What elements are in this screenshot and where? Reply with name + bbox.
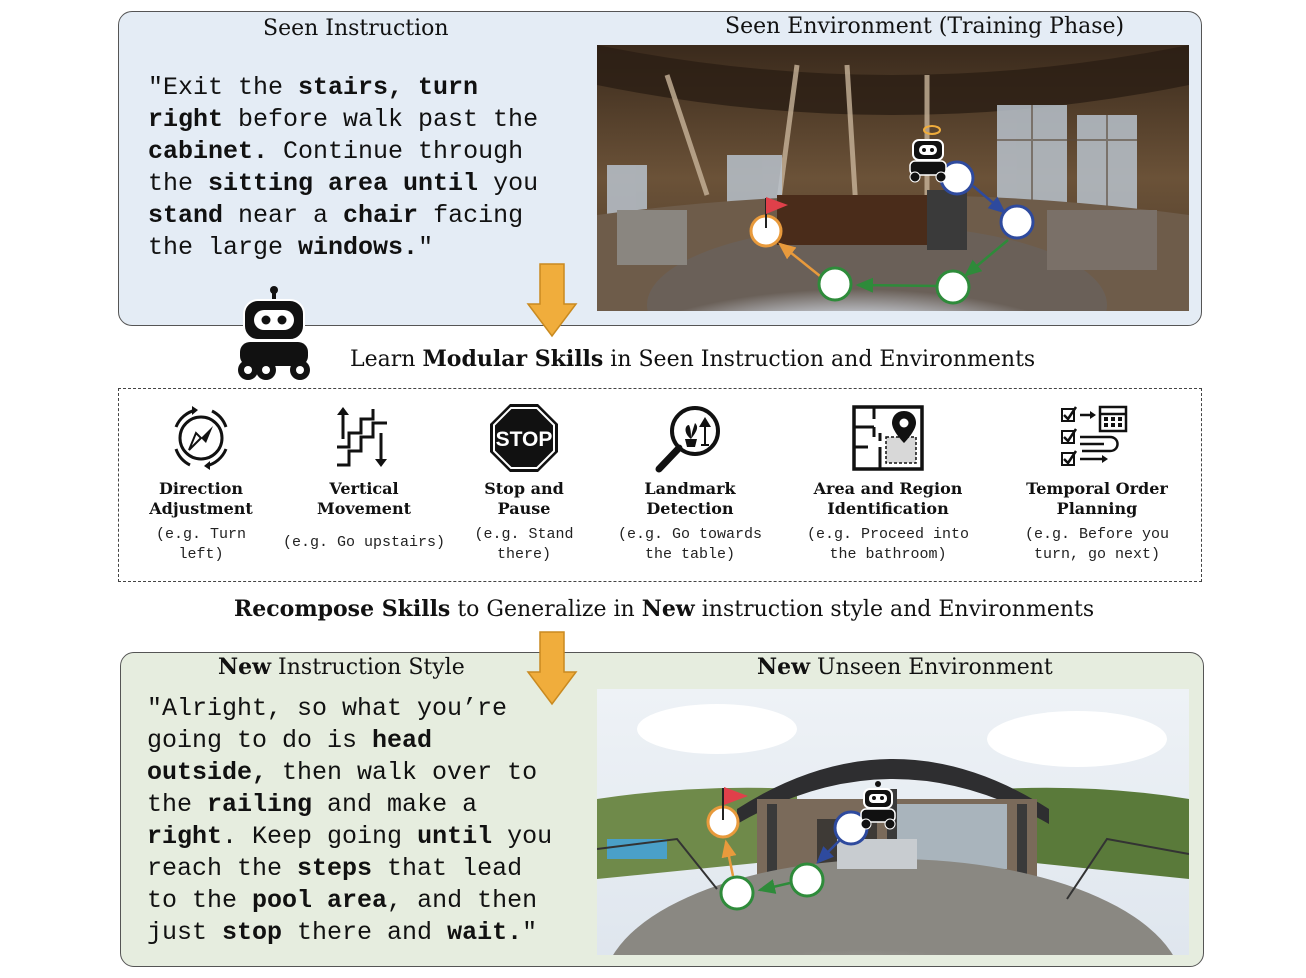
instruction-line: [148, 200, 538, 232]
seen-environment-image: [597, 45, 1189, 311]
instruction-line: [148, 232, 538, 264]
instruction-segment: "Exit the: [148, 73, 299, 102]
floorplan-pin-icon: [850, 403, 926, 473]
instruction-line: [148, 168, 538, 200]
instruction-segment: then walk over to: [267, 758, 538, 787]
instruction-segment: going to do is: [147, 726, 373, 755]
recompose-caption-bold-2: New: [641, 596, 695, 622]
new-environment-title: [757, 654, 1053, 680]
instruction-keyword: outside,: [147, 758, 268, 787]
skill-name: Temporal Order Planning: [1026, 479, 1168, 518]
checklist-calendar-icon: [1058, 403, 1130, 473]
instruction-line: [148, 104, 538, 136]
learn-caption-post: in Seen Instruction and Environments: [603, 347, 1036, 372]
instruction-segment: that lead: [372, 854, 523, 883]
instruction-keyword: stand: [148, 201, 224, 230]
instruction-keyword: until: [417, 822, 493, 851]
instruction-segment: reach the: [147, 854, 298, 883]
instruction-keyword: right: [148, 105, 224, 134]
learn-caption-bold: Modular Skills: [422, 346, 604, 372]
instruction-segment: near a: [223, 201, 344, 230]
skill-example: (e.g. Before you turn, go next): [1024, 526, 1170, 563]
instruction-keyword: cabinet.: [148, 137, 269, 166]
skill-example: (e.g. Proceed into the bathroom): [806, 526, 970, 563]
skill-name: Direction Adjustment: [149, 479, 253, 518]
instruction-line: [147, 789, 552, 821]
skill-example: (e.g. Turn left): [155, 526, 246, 563]
instruction-line: [148, 72, 538, 104]
instruction-keyword: stop: [222, 918, 283, 947]
instruction-line: [147, 693, 552, 725]
instruction-keyword: pool area: [252, 886, 388, 915]
instruction-keyword: windows.: [298, 233, 419, 262]
instruction-line: [147, 853, 552, 885]
seen-instruction-text: [148, 72, 538, 264]
down-arrow-1: [526, 262, 578, 338]
skills-box: [118, 388, 1202, 582]
instruction-line: [147, 821, 552, 853]
stop-sign-text: STOP: [495, 428, 553, 451]
instruction-keyword: steps: [297, 854, 373, 883]
instruction-keyword: sitting area until: [208, 169, 479, 198]
recompose-caption-bold-1: Recompose Skills: [234, 596, 451, 622]
instruction-line: [147, 757, 552, 789]
instruction-keyword: head: [372, 726, 433, 755]
instruction-segment: before walk past the: [223, 105, 539, 134]
new-environment-image: [597, 689, 1189, 955]
skill-example: (e.g. Stand there): [474, 526, 574, 563]
instruction-line: [147, 885, 552, 917]
learn-caption-pre: Learn: [350, 347, 423, 372]
new-instruction-title: [218, 654, 465, 680]
instruction-keyword: chair: [343, 201, 419, 230]
skill-name: Vertical Movement: [317, 479, 411, 518]
instruction-segment: you: [492, 822, 553, 851]
instruction-segment: the: [148, 169, 209, 198]
new-environment-title-rest: Unseen Environment: [810, 655, 1053, 680]
magnifier-plant-icon: [653, 403, 729, 473]
new-instruction-text: [147, 693, 552, 949]
instruction-segment: , and then: [387, 886, 538, 915]
instruction-segment: Continue through: [268, 137, 524, 166]
skill-example: (e.g. Go towards the table): [617, 526, 763, 563]
instruction-segment: the: [147, 790, 208, 819]
down-arrow-2: [526, 630, 578, 706]
instruction-line: [147, 917, 552, 949]
new-instruction-title-rest: Instruction Style: [271, 655, 465, 680]
instruction-segment: "Alright, so what you’re: [147, 694, 508, 723]
instruction-segment: and make a: [312, 790, 478, 819]
instruction-segment: . Keep going: [222, 822, 418, 851]
robot-icon: [234, 284, 314, 384]
stop-sign-icon: [489, 403, 559, 473]
skill-name: Landmark Detection: [644, 479, 736, 518]
new-instruction-title-bold: New: [218, 654, 272, 680]
stairs-icon: [329, 403, 399, 473]
instruction-segment: the large: [148, 233, 299, 262]
learn-caption: [350, 346, 1035, 372]
seen-instruction-title: Seen Instruction: [263, 16, 449, 41]
seen-panorama-drawing: [597, 45, 1189, 311]
compass-icon: [166, 403, 236, 473]
instruction-segment: just: [147, 918, 223, 947]
instruction-keyword: wait.: [447, 918, 523, 947]
instruction-segment: facing: [418, 201, 524, 230]
instruction-line: [147, 725, 552, 757]
instruction-keyword: right: [147, 822, 223, 851]
instruction-line: [148, 136, 538, 168]
skill-example: (e.g. Go upstairs): [282, 534, 446, 551]
recompose-caption: [234, 596, 1094, 622]
instruction-keyword: stairs, turn: [298, 73, 479, 102]
instruction-segment: ": [418, 233, 434, 262]
skill-name: Stop and Pause: [484, 479, 564, 518]
recompose-caption-text-1: to Generalize in: [450, 597, 642, 622]
new-panorama-drawing: [597, 689, 1189, 955]
seen-environment-title: Seen Environment (Training Phase): [725, 14, 1125, 39]
instruction-segment: there and: [282, 918, 448, 947]
recompose-caption-text-2: instruction style and Environments: [694, 597, 1095, 622]
new-environment-title-bold: New: [757, 654, 811, 680]
skill-name: Area and Region Identification: [813, 479, 963, 518]
instruction-segment: to the: [147, 886, 253, 915]
instruction-segment: you: [478, 169, 539, 198]
instruction-segment: ": [522, 918, 538, 947]
instruction-keyword: railing: [207, 790, 313, 819]
